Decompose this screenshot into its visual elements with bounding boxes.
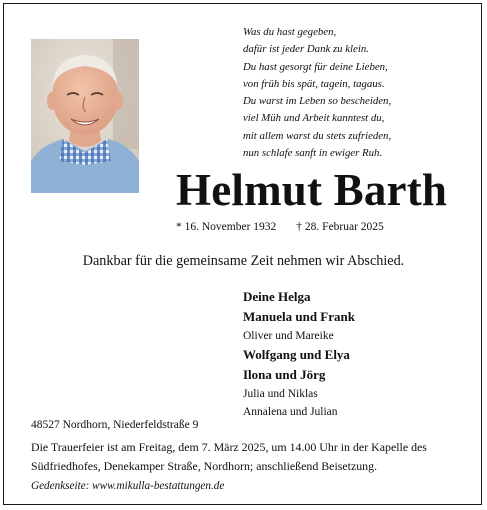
mourner-name: Oliver und Mareike [243,330,334,342]
poem-line: dafür ist jeder Dank zu klein. [243,43,369,56]
mourner-name: Julia und Niklas [243,388,318,400]
life-dates [176,220,384,234]
deceased-name: Helmut Barth [176,165,448,215]
poem-line: Du warst im Leben so bescheiden, [243,95,392,108]
death-date: † 28. Februar 2025 [296,221,384,233]
poem-line: viel Müh und Arbeit kanntest du, [243,112,385,125]
memorial-website: Gedenkseite: www.mikulla-bestattungen.de [31,480,225,492]
poem-line: mit allem warst du stets zufrieden, [243,129,392,142]
portrait-illustration [31,39,139,193]
poem-line: Was du hast gegeben, [243,26,337,38]
portrait-photo [31,39,139,193]
poem-line: nun schlafe sanft in ewiger Ruh. [243,147,383,160]
mourners-list [243,287,355,421]
memorial-poem [243,24,391,162]
farewell-line: Dankbar für die gemeinsame Zeit nehmen wir Abschied. [82,253,405,269]
poem-line: von früh bis spät, tagein, tagaus. [243,77,385,90]
funeral-details: Die Trauerfeier ist am Freitag, dem 7. März 2025, um 14.00 Uhr in der Kapelle des Südfriedhofes, Denekamper Straße, Nordhorn; anschließend Beisetzung. [31,440,427,473]
poem-line: Du hast gesorgt für deine Lieben, [243,60,388,73]
mourner-name: Annalena und Julian [243,406,338,418]
mourner-name: Wolfgang und Elya [243,347,350,362]
mourner-name: Ilona und Jörg [243,367,326,382]
family-address: 48527 Nordhorn, Niederfeldstraße 9 [31,419,199,431]
birth-date: * 16. November 1932 [176,221,277,233]
mourner-name: Deine Helga [243,289,311,304]
mourner-name: Manuela und Frank [243,309,355,324]
